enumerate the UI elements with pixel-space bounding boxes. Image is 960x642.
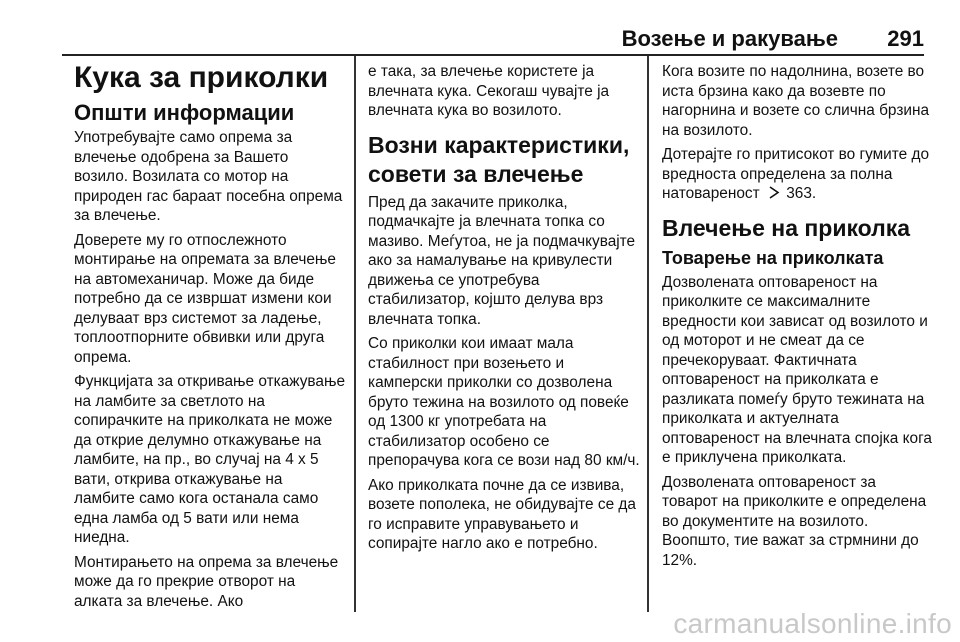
- column-divider: [354, 56, 356, 612]
- column-left: [74, 56, 346, 612]
- paragraph: Монтирањето на опрема за влечење може да го прекрие отворот на алката за влечење. Ако: [74, 553, 339, 610]
- paragraph: Ако приколката почне да се извива, возете пополека, не обидувајте се да го исправите управувањето и сопирајте нагло ако е потребно.: [368, 476, 636, 552]
- paragraph: Пред да закачите приколка, подмачкајте ја влечната топка со мазиво. Меѓутоа, не ја подмачкувајте ако за намалување на кривулести движења се употребува стабилизатор, којшто делува врз влечната топка.: [368, 193, 636, 328]
- paragraph: Дозволената оптовареност за товарот на приколките е определена во документите на возилото. Воопшто, тие важат за стрмнини до 12%.: [662, 473, 927, 569]
- page-reference-link[interactable]: 363.: [786, 185, 817, 202]
- column-right: [662, 62, 934, 618]
- paragraph-text: Дотерајте го притисокот во гумите до вредноста определена за полна натовареност: [662, 146, 930, 202]
- paragraph: е така, за влечење користете ја влечната кука. Секогаш чувајте ја влечната кука во возилото.: [368, 63, 610, 119]
- column-middle: [368, 62, 640, 618]
- paragraph: Доверете му го отпослежното монтирање на опремата за влечење на автомеханичар. Може да биде потребно да се извршат измени кои делуваат врз системот за ладење, топлоотпорните обвивки или друга опрема.: [74, 231, 336, 366]
- page-number: 291: [887, 26, 924, 51]
- section-title: Кука за приколки: [74, 61, 329, 94]
- reference-arrow-icon: [764, 185, 786, 202]
- paragraph: Функцијата за откривање откажување на ламбите за светлото на сопирачките на приколката не може да открие делумно откажување на ламбите, на пр., во случај на 4 х 5 вати, открива откажување на ламбите само кога останала само една ламба од 5 вати или нема ниедна.: [74, 373, 346, 546]
- paragraph: Со приколки кои имаат мала стабилност при возењето и камперски приколки со дозволена бруто тежина на возилото од повеќе од 1300 кг употребата на стабилизатор особено се препорачува кога се вози над 80 км/ч.: [368, 335, 640, 469]
- paragraph: Употребувајте само опрема за влечење одобрена за Вашето возило. Возилата со мотор на природен гас бараат посебна опрема за влечење.: [74, 129, 343, 224]
- paragraph: Дозволената оптовареност на приколките се максималните вредности кои зависат од возилото и од моторот и не смеат да се пречекоруваат. Фактичната оптовареност на приколката е разликата помеѓу бруто тежината на приколката и актуелната оптовареност на влечната спојка кога е приклучена приколката.: [662, 273, 932, 466]
- section-title: Влечење на приколка: [662, 214, 911, 241]
- subsection-title: Товарење на приколката: [662, 247, 884, 268]
- subsection-title: Општи информации: [74, 100, 295, 125]
- paragraph: Кога возите по надолнина, возете во иста брзина како да возевте по нагорнина и возете со слична брзина на возилото.: [662, 63, 930, 139]
- watermark: carmanualsonline.info: [673, 608, 952, 639]
- page-header: [62, 0, 924, 56]
- subsection-title: Возни карактеристики, совети за влечење: [368, 131, 630, 187]
- column-divider: [647, 56, 649, 612]
- paragraph: [662, 145, 934, 204]
- chapter-title: Возење и ракување: [621, 26, 838, 51]
